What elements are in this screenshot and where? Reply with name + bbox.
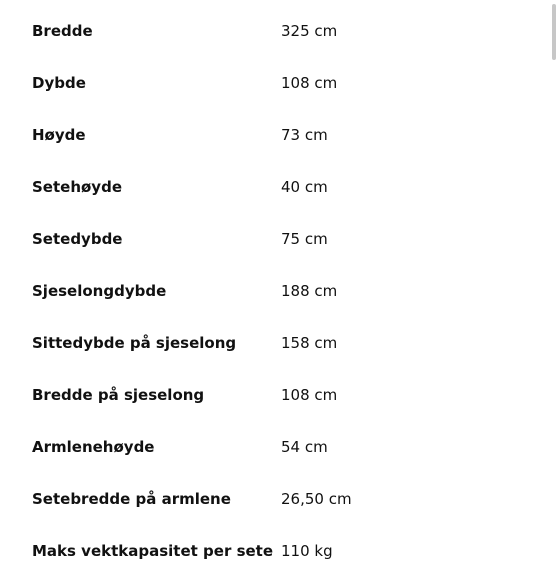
spec-row-chaise-width [0,369,548,421]
spec-label: Sittedybde på sjeselong [32,334,237,352]
spec-label: Bredde [32,22,93,40]
spec-label: Setehøyde [32,178,122,196]
spec-value: 325 cm [281,22,338,40]
spec-row-seat-height [0,161,548,213]
spec-value: 40 cm [281,178,328,196]
spec-value: 54 cm [281,438,328,456]
spec-row-width [0,5,548,57]
scrollbar-thumb[interactable] [552,4,556,60]
spec-value: 26,50 cm [281,490,352,508]
product-specifications-list [0,5,548,577]
spec-row-max-weight [0,525,548,577]
spec-row-chaise-depth [0,265,548,317]
spec-value: 188 cm [281,282,338,300]
vertical-scrollbar[interactable] [552,0,558,575]
spec-row-height [0,109,548,161]
spec-label: Bredde på sjeselong [32,386,205,404]
spec-row-seat-width-armrest [0,473,548,525]
spec-value: 158 cm [281,334,338,352]
spec-row-seat-depth [0,213,548,265]
spec-label: Sjeselongdybde [32,282,167,300]
spec-label: Dybde [32,74,86,92]
spec-value: 73 cm [281,126,328,144]
spec-value: 108 cm [281,74,338,92]
spec-label: Høyde [32,126,86,144]
spec-value: 110 kg [281,542,333,560]
spec-label: Setebredde på armlene [32,490,231,508]
spec-value: 75 cm [281,230,328,248]
spec-label: Maks vektkapasitet per sete [32,542,274,560]
spec-value: 108 cm [281,386,338,404]
spec-label: Setedybde [32,230,123,248]
spec-row-chaise-seat-depth [0,317,548,369]
spec-row-depth [0,57,548,109]
spec-row-armrest-height [0,421,548,473]
spec-label: Armlenehøyde [32,438,155,456]
